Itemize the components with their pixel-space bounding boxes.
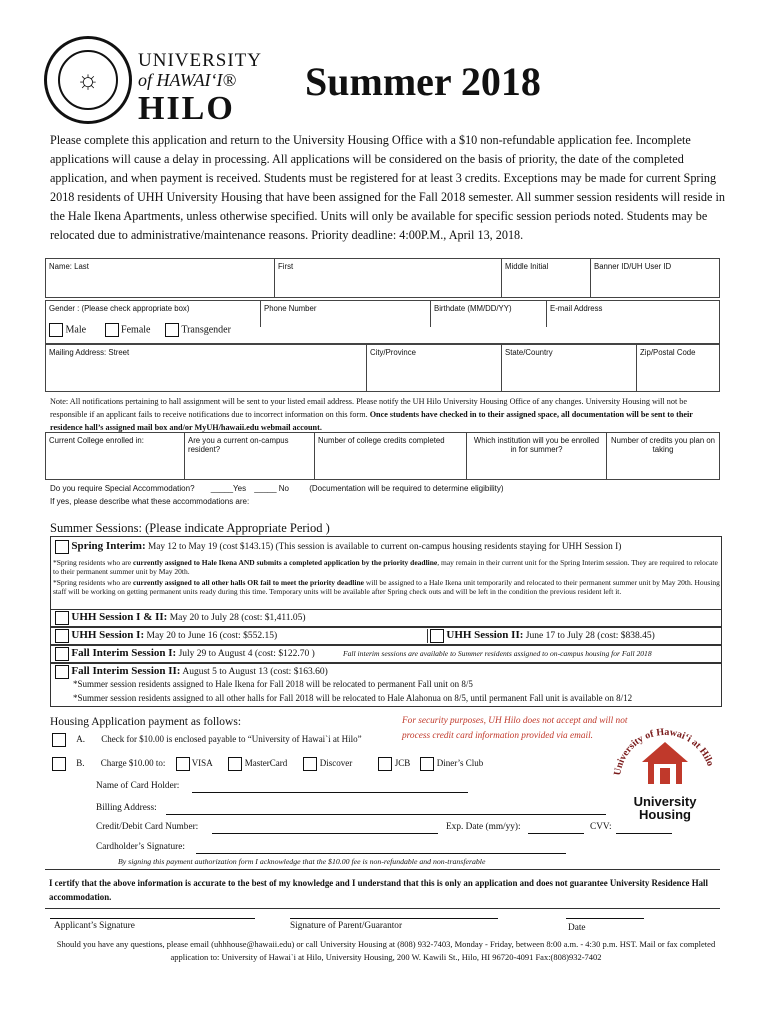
diners-club-label: Diner’s Club — [436, 758, 484, 769]
last-name-field[interactable]: Name: Last — [49, 262, 89, 271]
check-enclosed-checkbox[interactable] — [52, 733, 66, 747]
intro-paragraph: Please complete this application and return to the University Housing Office with a $10 non-refundable application fee. Incomplete applications will cause a delay in processing. All applications will be considered on the basis of priority, the date of the completed application, and when payment is received. Students must be registered for at least 3 credits. Exceptions may be made for current Spring 2018 residents of UHH University Housing that have been assigned for the Fall 2018 semester. All summer session residents will reside in the Hale Ikena Apartments, unless otherwise specified. Units will only be available for specific session periods noted. Students may be relocated due to administrative/maintenance reasons. Priority deadline: 4:00P.M., April 13, 2018. — [50, 133, 725, 242]
fall-interim-2-checkbox[interactable] — [55, 665, 69, 679]
phone-field[interactable]: Phone Number — [260, 301, 430, 327]
fall-interim-2-note-2: *Summer session residents assigned to all other halls for Fall 2018 will be relocated to Hale Alahonua on 8/5, until permanent Fall unit is available on 8/12 — [73, 693, 633, 703]
fall-interim-note: Fall interim sessions are available to Summer residents assigned to on-campus housing for Fall 2018 — [343, 649, 652, 658]
credits-planned-field[interactable]: Number of credits you plan on taking — [606, 433, 719, 479]
gender-row — [45, 300, 720, 344]
middle-initial-field[interactable]: Middle Initial — [501, 259, 590, 297]
spring-note-hale-ikena: *Spring residents who are currently assigned to Hale Ikena AND submits a completed application by the priority deadline, may remain in their current unit for the Spring Interim session. They are required to relocate to their permanent summer unit by May 20th. — [53, 558, 718, 576]
fall-interim-1-text: July 29 to August 4 (cost: $122.70 ) — [178, 649, 315, 660]
date-line[interactable] — [566, 918, 644, 919]
diners-club-checkbox[interactable] — [420, 757, 434, 771]
billing-address-line[interactable] — [166, 814, 606, 815]
zip-field[interactable]: Zip/Postal Code — [636, 345, 719, 391]
jcb-checkbox[interactable] — [378, 757, 392, 771]
logo-hilo: HILO — [138, 90, 235, 127]
male-label: Male — [65, 324, 87, 336]
housing-house-icon — [610, 718, 720, 790]
session-2-text: June 17 to July 28 (cost: $838.45) — [525, 631, 655, 642]
academic-row — [45, 432, 720, 480]
on-campus-resident-field[interactable]: Are you a current on-campus resident? — [184, 433, 314, 479]
current-college-field[interactable]: Current College enrolled in: — [49, 436, 144, 445]
university-seal-icon — [44, 36, 132, 124]
credits-completed-field[interactable]: Number of college credits completed — [314, 433, 466, 479]
session-1-box — [50, 627, 722, 645]
fall-interim-2-note-1: *Summer session residents assigned to Hale Ikena for Fall 2018 will be relocated to permanent Fall unit on 8/5 — [73, 679, 473, 689]
page-title: Summer 2018 — [305, 59, 541, 104]
street-field[interactable]: Mailing Address: Street — [49, 348, 130, 357]
name-row — [45, 258, 720, 298]
accommodation-yes[interactable]: _____Yes — [210, 484, 247, 493]
session-1-2-checkbox[interactable] — [55, 611, 69, 625]
cardholder-signature-label: Cardholder’s Signature: — [96, 842, 185, 852]
card-holder-line[interactable] — [192, 792, 468, 793]
female-label: Female — [121, 324, 151, 336]
check-enclosed-label: Check for $10.00 is enclosed payable to “University of Hawai`i at Hilo” — [101, 734, 362, 745]
mastercard-checkbox[interactable] — [228, 757, 242, 771]
session-2-title: UHH Session II: — [446, 629, 524, 642]
footer-contact: Should you have any questions, please email (uhhhouse@hawaii.edu) or call University Housing at (808) 932-7403, Monday - Friday, between 8:00 a.m. - 4:30 p.m. HST. Mail or fax completed application to: University of Hawai`i at Hilo, University Housing, 200 W. Kawili St., Hilo, HI 96720-4091 Fax:(808)932-7402 — [56, 939, 716, 962]
spring-note-other-halls: *Spring residents who are currently assigned to all other halls OR fail to meet the priority deadline will be assigned to a Hale Ikena unit temporarily and relocated to their permanent summer unit by May 20th. Housing staff will be working on getting permanent units ready during this time. Temporary units will be available after Spring check outs and will be left in the condition the previous resident left it. — [53, 578, 720, 596]
transgender-checkbox[interactable] — [165, 323, 179, 337]
summer-institution-field[interactable]: Which institution will you be enrolled in for summer? — [466, 433, 606, 479]
spring-interim-checkbox[interactable] — [55, 540, 69, 554]
spring-interim-text: May 12 to May 19 (cost $143.15) (This session is available to current on-campus housing residents staying for UHH Session I) — [148, 542, 622, 553]
session-1-text: May 20 to June 16 (cost: $552.15) — [146, 631, 278, 642]
session-1-2-text: May 20 to July 28 (cost: $1,411.05) — [169, 613, 306, 624]
certification-statement: I certify that the above information is accurate to the best of my knowledge and I understand that this is only an application and does not guarantee University Residence Hall accommodation. — [45, 869, 720, 909]
session-1-2-box — [50, 609, 722, 627]
applicant-signature-line[interactable] — [50, 918, 255, 919]
parent-signature-line[interactable] — [290, 918, 498, 919]
accommodation-describe: If yes, please describe what these accommodations are: — [50, 497, 250, 506]
fall-interim-1-checkbox[interactable] — [55, 647, 69, 661]
charge-card-checkbox[interactable] — [52, 757, 66, 771]
applicant-signature-label: Applicant’s Signature — [54, 921, 135, 931]
cvv-line[interactable] — [616, 833, 672, 834]
parent-signature-label: Signature of Parent/Guarantor — [290, 921, 403, 931]
mastercard-label: MasterCard — [244, 758, 288, 769]
session-1-2-title: UHH Session I & II: — [71, 611, 168, 624]
logo-of-hawaii: of HAWAI‘I® — [138, 70, 237, 90]
cardholder-signature-line[interactable] — [196, 853, 566, 854]
first-name-field[interactable]: First — [274, 259, 501, 297]
authorization-note: By signing this payment authorization form I acknowledge that the $10.00 fee is non-refundable and non-transferable — [118, 857, 486, 866]
fall-interim-2-title: Fall Interim Session II: — [71, 665, 181, 678]
gender-field: Gender : (Please check appropriate box) Male Female Transgender — [49, 304, 231, 336]
billing-address-label: Billing Address: — [96, 803, 157, 813]
jcb-label: JCB — [394, 758, 411, 769]
male-checkbox[interactable] — [49, 323, 63, 337]
visa-checkbox[interactable] — [176, 757, 190, 771]
housing-arc-text: University of Hawai‘i at Hilo — [612, 726, 716, 777]
date-label: Date — [568, 923, 586, 933]
sessions-heading: Summer Sessions: (Please indicate Appropriate Period ) — [50, 521, 330, 535]
spring-interim-box — [50, 536, 722, 610]
fall-interim-1-box — [50, 645, 722, 663]
birthdate-field[interactable]: Birthdate (MM/DD/YY) — [430, 301, 546, 327]
session-1-title: UHH Session I: — [71, 629, 145, 642]
spring-interim-title: Spring Interim: — [71, 540, 146, 553]
session-1-checkbox[interactable] — [55, 629, 69, 643]
accommodation-no[interactable]: _____ No — [254, 484, 289, 493]
discover-checkbox[interactable] — [303, 757, 317, 771]
banner-id-field[interactable]: Banner ID/UH User ID — [590, 259, 719, 297]
notification-note: Note: All notifications pertaining to hall assignment will be sent to your listed email address. Please notify the UH Hilo University Housing Office of any changes. University Housing will not be responsible if an applicant fails to receive notifications due to incorrect information on this form. Once students have checked in to their assigned space, all documentation will be sent to their residence hall’s assigned mail box and/or MyUH/hawaii.edu webmail account. — [50, 397, 693, 432]
fall-interim-1-title: Fall Interim Session I: — [71, 647, 177, 660]
card-number-line[interactable] — [212, 833, 438, 834]
payment-heading: Housing Application payment as follows: — [50, 716, 242, 728]
accommodation-question: Do you require Special Accommodation? _____Yes _____ No (Documentation will be required to determine eligibility) — [50, 484, 504, 493]
cvv-label: CVV: — [590, 822, 612, 832]
visa-label: VISA — [191, 758, 213, 769]
security-note: For security purposes, UH Hilo does not accept and will not process credit card information provided via email. — [402, 716, 628, 741]
seal-torch-icon: ☼ — [58, 50, 118, 110]
university-housing-logo — [610, 718, 720, 822]
card-holder-label: Name of Card Holder: — [96, 781, 180, 791]
discover-label: Discover — [319, 758, 353, 769]
session-2-checkbox[interactable] — [430, 629, 444, 643]
housing-logo-line1: University — [633, 794, 697, 809]
payment-option-a: A. Check for $10.00 is enclosed payable to “University of Hawai`i at Hilo” — [52, 733, 362, 747]
exp-date-line[interactable] — [528, 833, 584, 834]
city-field[interactable]: City/Province — [366, 345, 501, 391]
email-field[interactable]: E-mail Address — [546, 301, 719, 327]
logo-university: UNIVERSITY — [138, 50, 262, 71]
housing-logo-line2: Housing — [639, 807, 691, 822]
transgender-label: Transgender — [181, 324, 231, 336]
fall-interim-2-box — [50, 663, 722, 707]
address-row — [45, 344, 720, 392]
female-checkbox[interactable] — [105, 323, 119, 337]
exp-date-label: Exp. Date (mm/yy): — [446, 822, 521, 832]
documentation-note: (Documentation will be required to determine eligibility) — [309, 484, 504, 493]
fall-interim-2-text: August 5 to August 13 (cost: $163.60) — [182, 667, 328, 678]
state-field[interactable]: State/Country — [501, 345, 636, 391]
payment-option-b: B. Charge $10.00 to: VISA MasterCard Discover JCB Diner’s Club — [52, 757, 483, 771]
card-number-label: Credit/Debit Card Number: — [96, 822, 199, 832]
